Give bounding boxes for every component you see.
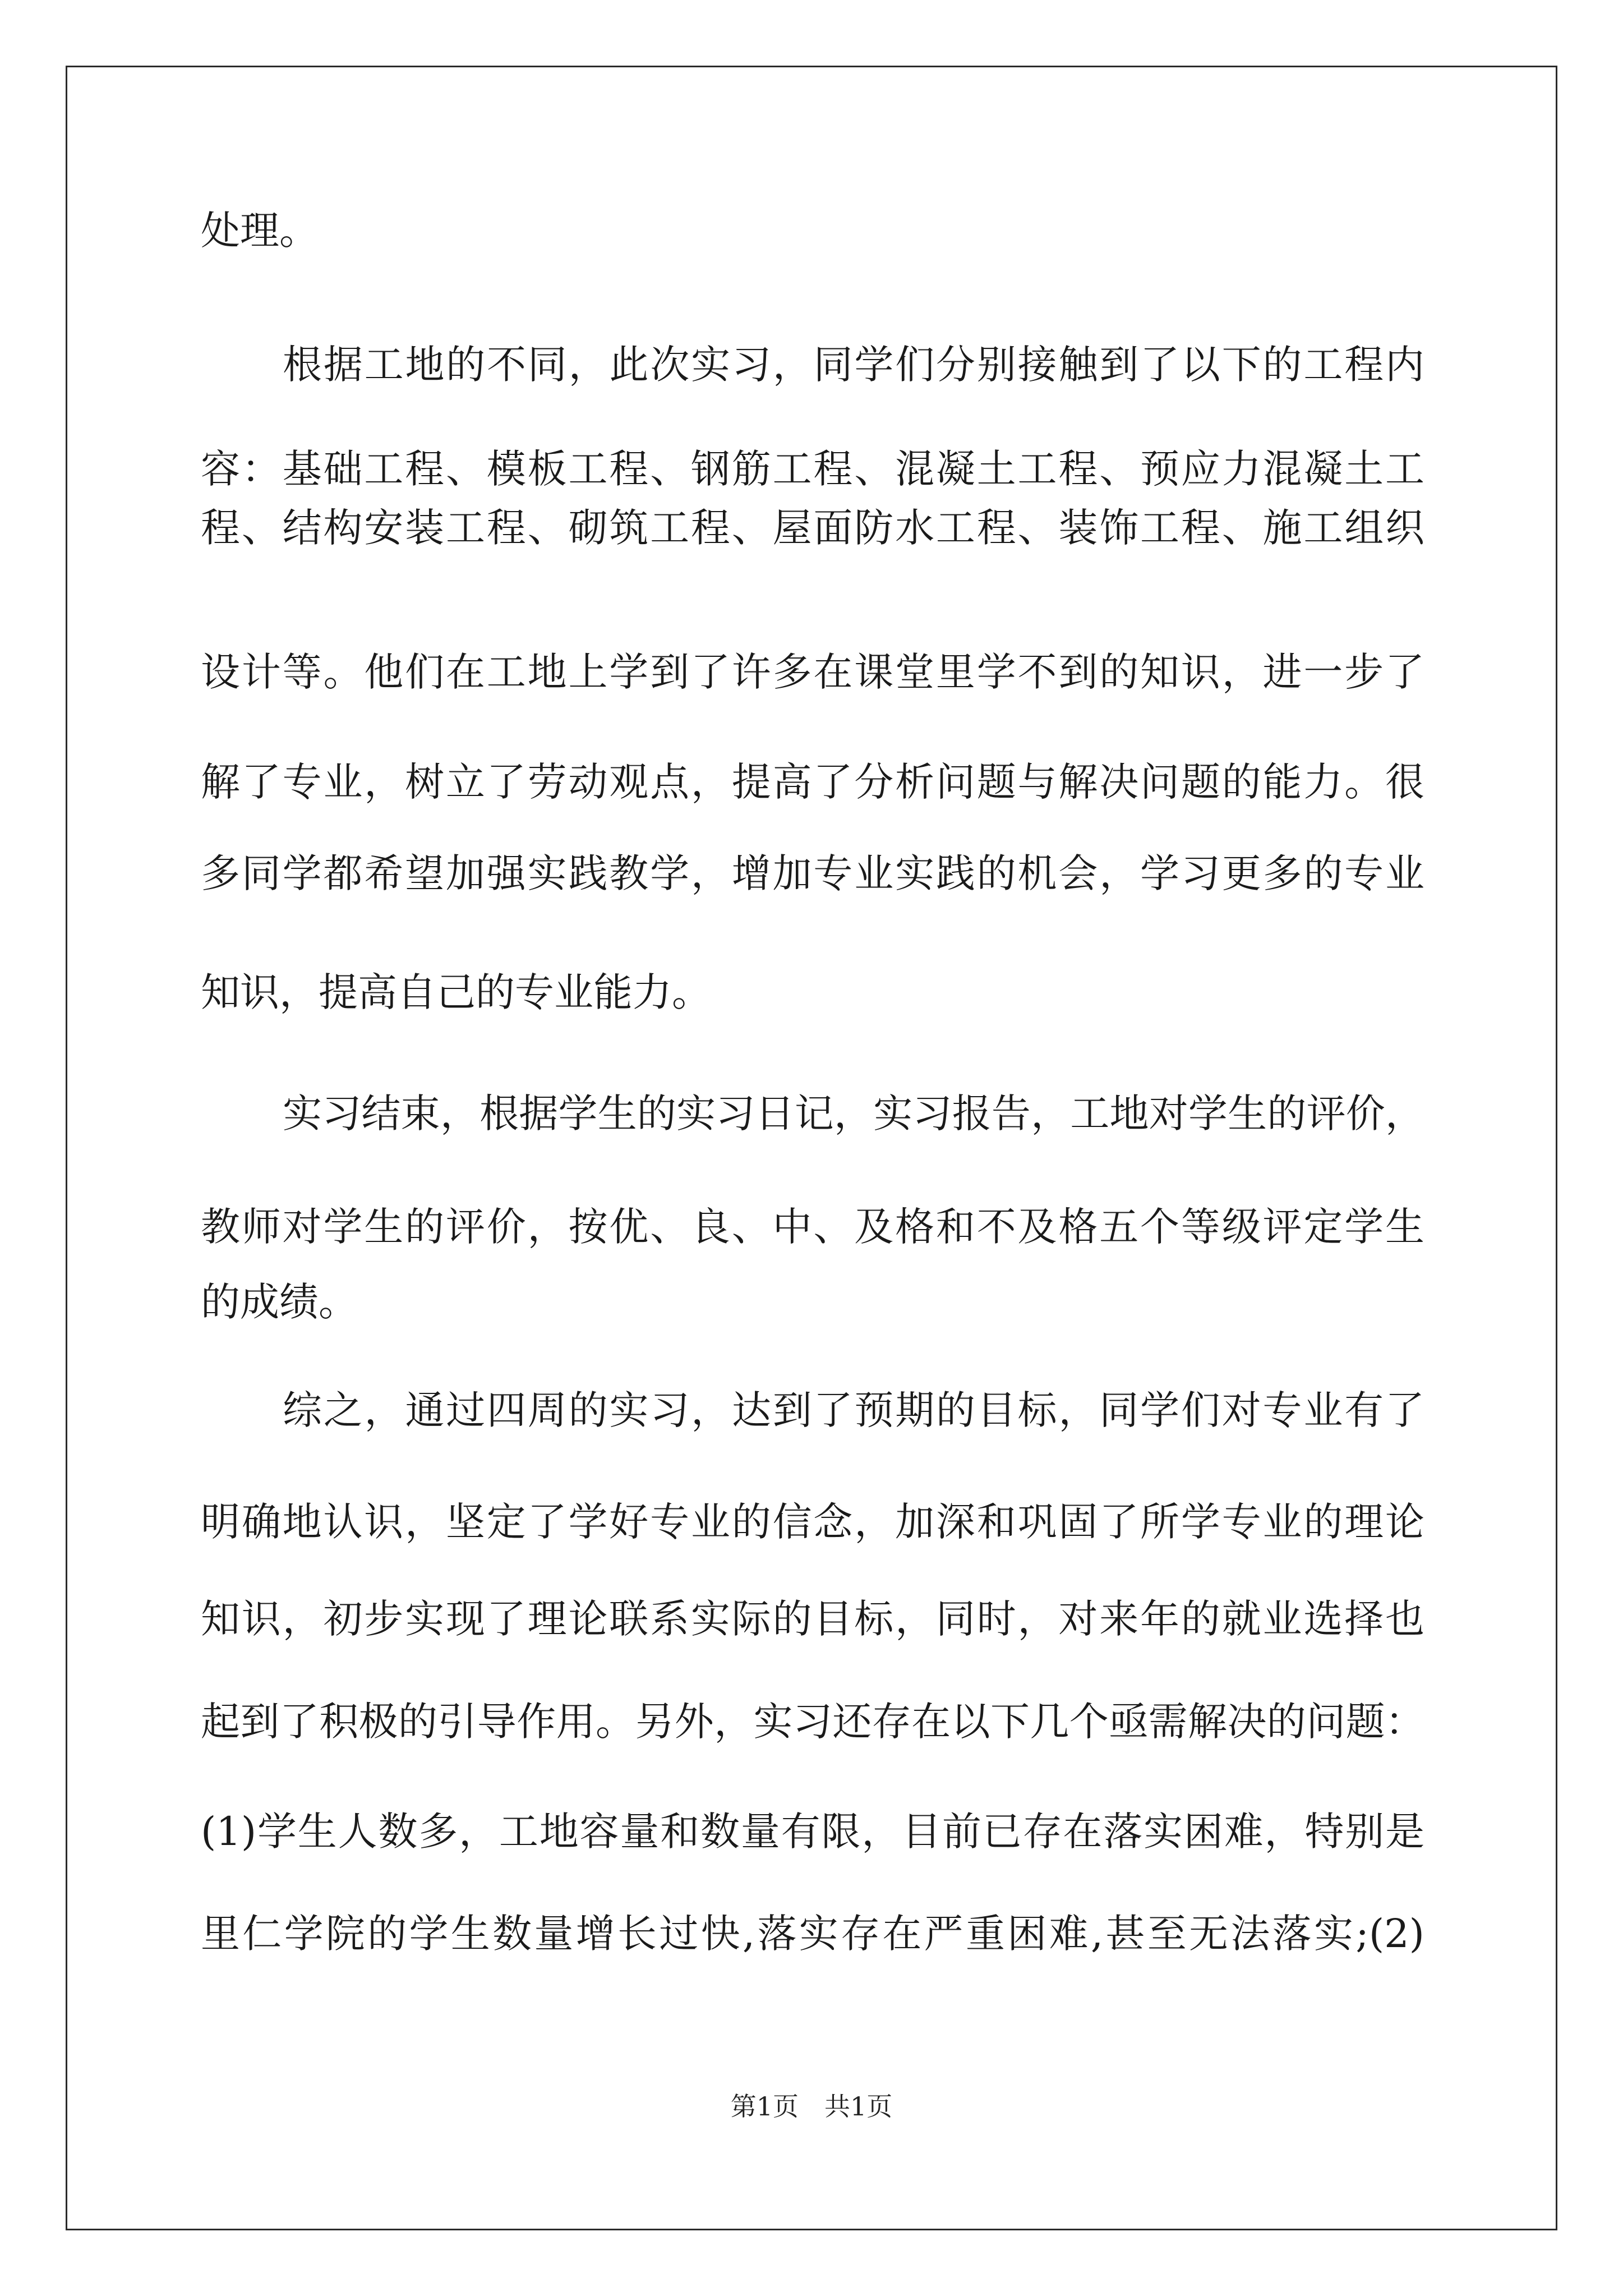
text-line: 综之，通过四周的实习，达到了预期的目标，同学们对专业有了 — [283, 1387, 1424, 1433]
text-line: 根据工地的不同，此次实习，同学们分别接触到了以下的工程内 — [283, 342, 1424, 388]
text-line: 解了专业，树立了劳动观点，提高了分析问题与解决问题的能力。很 — [201, 759, 1424, 805]
text-line: 知识，初步实现了理论联系实际的目标，同时，对来年的就业选择也 — [201, 1596, 1424, 1642]
text-line: 实习结束，根据学生的实习日记，实习报告，工地对学生的评价， — [283, 1091, 1424, 1137]
text-line: 知识，提高自己的专业能力。 — [201, 969, 711, 1015]
text-line: 多同学都希望加强实践教学，增加专业实践的机会，学习更多的专业 — [201, 850, 1424, 896]
page-border — [66, 66, 1557, 2230]
text-line: 明确地认识，坚定了学好专业的信念，加深和巩固了所学专业的理论 — [201, 1499, 1424, 1545]
text-line: 教师对学生的评价，按优、良、中、及格和不及格五个等级评定学生 — [201, 1204, 1424, 1250]
page-number-footer: 第1页 共1页 — [730, 2091, 893, 2122]
text-line: 程、结构安装工程、砌筑工程、屋面防水工程、装饰工程、施工组织 — [201, 505, 1424, 551]
text-line: 设计等。他们在工地上学到了许多在课堂里学不到的知识，进一步了 — [201, 649, 1424, 695]
text-line: (1)学生人数多，工地容量和数量有限，目前已存在落实困难，特别是 — [201, 1809, 1424, 1855]
text-line: 处理。 — [201, 208, 319, 254]
text-line: 里仁学院的学生数量增长过快,落实存在严重困难,甚至无法落实;(2) — [201, 1911, 1424, 1957]
text-line: 的成绩。 — [201, 1279, 358, 1325]
text-line: 起到了积极的引导作用。另外，实习还存在以下几个亟需解决的问题： — [201, 1699, 1424, 1745]
text-line: 容：基础工程、模板工程、钢筋工程、混凝土工程、预应力混凝土工 — [201, 446, 1424, 492]
